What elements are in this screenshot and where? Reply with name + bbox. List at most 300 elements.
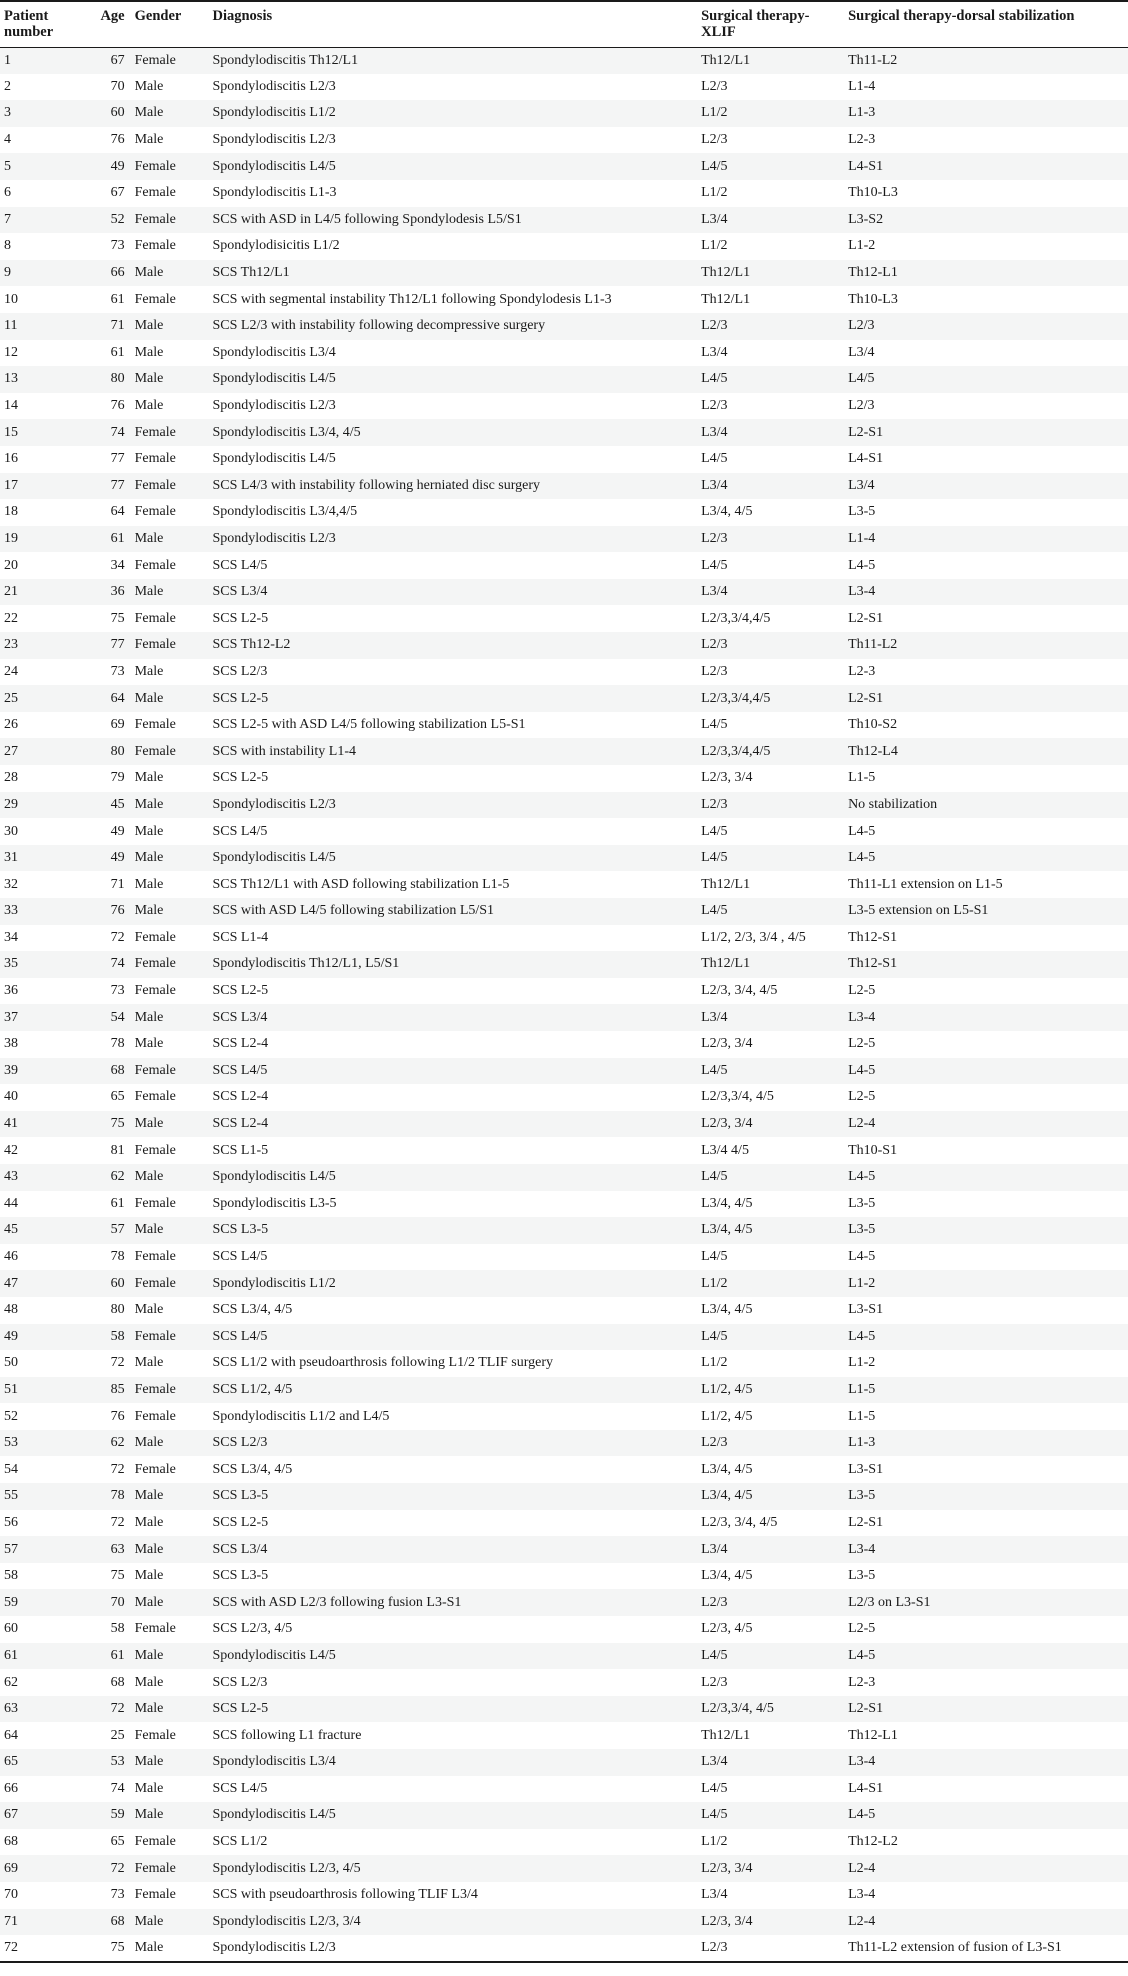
cell-gender: Male — [134, 1435, 164, 1451]
cell-diagnosis: SCS Th12/L1 with ASD following stabilization L1-5 — [212, 876, 510, 892]
cell-xlif: Th12/L1 — [701, 291, 751, 307]
cell-gender: Female — [134, 1275, 176, 1291]
cell-patient-number: 44 — [4, 1195, 18, 1211]
cell-dorsal-stabilization: L2-4 — [848, 1860, 876, 1876]
cell-gender: Male — [134, 1807, 164, 1823]
header-gender: Gender — [134, 8, 182, 24]
cell-dorsal-stabilization: L3/4 — [848, 477, 875, 493]
cell-gender: Male — [134, 1036, 164, 1052]
cell-gender: Male — [134, 78, 164, 94]
cell-diagnosis: Spondylodiscitis L1/2 and L4/5 — [212, 1408, 390, 1424]
table-row — [0, 951, 1128, 978]
cell-patient-number: 18 — [4, 504, 18, 520]
cell-diagnosis: SCS L3/4, 4/5 — [212, 1461, 293, 1477]
cell-dorsal-stabilization: L4-S1 — [848, 158, 884, 174]
table-row — [0, 366, 1128, 393]
cell-diagnosis: SCS L4/5 — [212, 1062, 268, 1078]
cell-xlif: L2/3, 3/4, 4/5 — [701, 1514, 778, 1530]
cell-dorsal-stabilization: L4-5 — [848, 557, 876, 573]
table-row — [0, 685, 1128, 712]
cell-xlif: Th12/L1 — [701, 1727, 751, 1743]
cell-age: 65 — [110, 1089, 125, 1105]
table-row — [0, 1191, 1128, 1218]
cell-age: 61 — [110, 1195, 125, 1211]
cell-xlif: L3/4, 4/5 — [701, 1222, 753, 1238]
table-row — [0, 340, 1128, 367]
cell-dorsal-stabilization: L3-4 — [848, 1009, 876, 1025]
cell-diagnosis: SCS L2-4 — [212, 1116, 269, 1132]
table-row — [0, 1536, 1128, 1563]
cell-xlif: L2/3 — [701, 1939, 728, 1955]
table-row — [0, 1776, 1128, 1803]
cell-age: 45 — [110, 796, 125, 812]
cell-dorsal-stabilization: L1-2 — [848, 1355, 876, 1371]
cell-diagnosis: Spondylodiscitis L2/3 — [212, 78, 336, 94]
cell-gender: Female — [134, 1142, 176, 1158]
table-row — [0, 1483, 1128, 1510]
cell-gender: Female — [134, 610, 176, 626]
cell-age: 67 — [110, 185, 125, 201]
table-row — [0, 526, 1128, 553]
cell-patient-number: 2 — [4, 78, 11, 94]
cell-patient-number: 19 — [4, 530, 18, 546]
cell-xlif: L3/4 — [701, 1887, 728, 1903]
cell-patient-number: 60 — [4, 1621, 18, 1637]
cell-gender: Male — [134, 1488, 164, 1504]
cell-xlif: L2/3 — [701, 663, 728, 679]
cell-patient-number: 61 — [4, 1647, 18, 1663]
cell-diagnosis: Spondylodiscitis Th12/L1, L5/S1 — [212, 956, 400, 972]
cell-gender: Male — [134, 584, 164, 600]
table-row — [0, 1456, 1128, 1483]
table-row — [0, 1802, 1128, 1829]
cell-diagnosis: SCS with pseudoarthrosis following TLIF L3/4 — [212, 1887, 478, 1903]
cell-gender: Female — [134, 1860, 176, 1876]
cell-dorsal-stabilization: L2-4 — [848, 1913, 876, 1929]
cell-diagnosis: SCS Th12-L2 — [212, 637, 291, 653]
cell-patient-number: 35 — [4, 956, 18, 972]
cell-age: 65 — [110, 1834, 125, 1850]
table-row — [0, 1244, 1128, 1271]
cell-patient-number: 72 — [4, 1939, 18, 1955]
cell-dorsal-stabilization: L3-4 — [848, 1887, 876, 1903]
cell-diagnosis: SCS L2-4 — [212, 1089, 269, 1105]
cell-xlif: L2/3, 3/4, 4/5 — [701, 983, 778, 999]
header-dorsal-stabilization: Surgical therapy-dorsal stabilization — [848, 8, 1075, 24]
cell-xlif: L2/3 — [701, 796, 728, 812]
cell-age: 74 — [110, 1780, 125, 1796]
cell-diagnosis: Spondylodiscitis L1-3 — [212, 185, 337, 201]
cell-patient-number: 33 — [4, 903, 18, 919]
cell-age: 77 — [110, 477, 125, 493]
cell-patient-number: 46 — [4, 1249, 18, 1265]
cell-patient-number: 43 — [4, 1169, 18, 1185]
table-row — [0, 207, 1128, 234]
cell-patient-number: 50 — [4, 1355, 18, 1371]
cell-age: 81 — [110, 1142, 125, 1158]
cell-diagnosis: SCS L4/5 — [212, 1249, 268, 1265]
cell-dorsal-stabilization: L2/3 — [848, 398, 875, 414]
cell-diagnosis: SCS L3/4, 4/5 — [212, 1302, 293, 1318]
cell-xlif: L2/3 — [701, 530, 728, 546]
cell-patient-number: 66 — [4, 1780, 18, 1796]
cell-dorsal-stabilization: L1-4 — [848, 530, 876, 546]
cell-diagnosis: SCS L2/3 with instability following decompressive surgery — [212, 318, 546, 334]
cell-gender: Female — [134, 1621, 176, 1637]
cell-age: 80 — [110, 743, 125, 759]
cell-age: 60 — [110, 105, 125, 121]
cell-gender: Female — [134, 238, 176, 254]
cell-patient-number: 71 — [4, 1913, 18, 1929]
cell-diagnosis: SCS L1/2 with pseudoarthrosis following L1/2 TLIF surgery — [212, 1355, 554, 1371]
cell-xlif: L4/5 — [701, 451, 728, 467]
table-row — [0, 1829, 1128, 1856]
cell-patient-number: 62 — [4, 1674, 18, 1690]
cell-age: 73 — [110, 1887, 125, 1903]
cell-patient-number: 30 — [4, 823, 18, 839]
cell-age: 62 — [110, 1169, 125, 1185]
cell-dorsal-stabilization: L2-5 — [848, 1036, 876, 1052]
cell-xlif: L2/3,3/4,4/5 — [701, 610, 771, 626]
header-row — [0, 1, 1128, 47]
table-row — [0, 473, 1128, 500]
cell-patient-number: 47 — [4, 1275, 18, 1291]
cell-xlif: L3/4, 4/5 — [701, 1488, 753, 1504]
cell-dorsal-stabilization: L1-5 — [848, 770, 876, 786]
cell-xlif: L2/3, 3/4 — [701, 1116, 753, 1132]
cell-xlif: L3/4, 4/5 — [701, 1195, 753, 1211]
cell-age: 74 — [110, 956, 125, 972]
cell-patient-number: 58 — [4, 1568, 18, 1584]
cell-dorsal-stabilization: L3-4 — [848, 1754, 876, 1770]
cell-patient-number: 69 — [4, 1860, 18, 1876]
cell-diagnosis: SCS L2-5 — [212, 770, 269, 786]
cell-gender: Male — [134, 398, 164, 414]
cell-dorsal-stabilization: L3-5 — [848, 1488, 876, 1504]
cell-dorsal-stabilization: L2-S1 — [848, 690, 884, 706]
table-row — [0, 765, 1128, 792]
table-row — [0, 579, 1128, 606]
cell-age: 70 — [110, 78, 125, 94]
cell-xlif: L4/5 — [701, 158, 728, 174]
cell-xlif: L4/5 — [701, 1807, 728, 1823]
cell-age: 59 — [110, 1807, 125, 1823]
cell-patient-number: 53 — [4, 1435, 18, 1451]
cell-diagnosis: Spondylodiscitis L1/2 — [212, 1275, 336, 1291]
table-row — [0, 1722, 1128, 1749]
table-row — [0, 313, 1128, 340]
cell-age: 62 — [110, 1435, 125, 1451]
cell-age: 64 — [110, 690, 125, 706]
table-row — [0, 738, 1128, 765]
cell-diagnosis: Spondylodiscitis L4/5 — [212, 451, 336, 467]
table-row — [0, 1270, 1128, 1297]
cell-patient-number: 31 — [4, 850, 18, 866]
cell-xlif: L4/5 — [701, 823, 728, 839]
cell-patient-number: 37 — [4, 1009, 18, 1025]
cell-diagnosis: Spondylodiscitis L4/5 — [212, 371, 336, 387]
cell-patient-number: 64 — [4, 1727, 18, 1743]
cell-gender: Female — [134, 1381, 176, 1397]
cell-age: 75 — [110, 1939, 125, 1955]
cell-dorsal-stabilization: L2/3 on L3-S1 — [848, 1594, 931, 1610]
cell-xlif: L1/2, 4/5 — [701, 1408, 753, 1424]
cell-gender: Female — [134, 717, 176, 733]
cell-gender: Male — [134, 876, 164, 892]
table-row — [0, 1004, 1128, 1031]
cell-age: 76 — [110, 1408, 125, 1424]
cell-patient-number: 13 — [4, 371, 18, 387]
cell-xlif: L3/4 4/5 — [701, 1142, 749, 1158]
cell-dorsal-stabilization: L4-5 — [848, 1062, 876, 1078]
table-row — [0, 1643, 1128, 1670]
cell-diagnosis: SCS L2/3 — [212, 1674, 268, 1690]
cell-xlif: L2/3,3/4,4/5 — [701, 690, 771, 706]
cell-gender: Male — [134, 1913, 164, 1929]
cell-diagnosis: Spondylodiscitis L4/5 — [212, 1169, 336, 1185]
cell-patient-number: 32 — [4, 876, 18, 892]
cell-gender: Male — [134, 823, 164, 839]
cell-dorsal-stabilization: L2-5 — [848, 1089, 876, 1105]
cell-diagnosis: SCS L4/5 — [212, 1780, 268, 1796]
cell-dorsal-stabilization: L2-5 — [848, 983, 876, 999]
table-row — [0, 446, 1128, 473]
cell-xlif: L2/3, 3/4 — [701, 1913, 753, 1929]
cell-patient-number: 59 — [4, 1594, 18, 1610]
cell-xlif: L2/3 — [701, 1674, 728, 1690]
cell-xlif: L2/3 — [701, 318, 728, 334]
table-row — [0, 47, 1128, 74]
header-age: Age — [100, 8, 125, 24]
cell-age: 64 — [110, 504, 125, 520]
cell-gender: Male — [134, 318, 164, 334]
cell-gender: Male — [134, 1514, 164, 1530]
cell-age: 74 — [110, 424, 125, 440]
cell-xlif: L2/3,3/4, 4/5 — [701, 1089, 774, 1105]
cell-gender: Male — [134, 371, 164, 387]
cell-dorsal-stabilization: L1-3 — [848, 105, 876, 121]
cell-gender: Male — [134, 903, 164, 919]
cell-patient-number: 4 — [4, 132, 11, 148]
cell-age: 52 — [110, 211, 125, 227]
cell-gender: Female — [134, 1408, 176, 1424]
cell-age: 53 — [110, 1754, 125, 1770]
table-row — [0, 1855, 1128, 1882]
cell-diagnosis: Spondylodiscitis L1/2 — [212, 105, 336, 121]
cell-xlif: Th12/L1 — [701, 956, 751, 972]
cell-xlif: L2/3,3/4,4/5 — [701, 743, 771, 759]
cell-gender: Male — [134, 1541, 164, 1557]
table-row — [0, 1137, 1128, 1164]
cell-dorsal-stabilization: No stabilization — [848, 796, 938, 812]
cell-patient-number: 12 — [4, 344, 18, 360]
cell-patient-number: 25 — [4, 690, 18, 706]
cell-diagnosis: SCS L3/4 — [212, 584, 268, 600]
cell-age: 80 — [110, 1302, 125, 1318]
cell-diagnosis: SCS L4/5 — [212, 823, 268, 839]
cell-gender: Male — [134, 1780, 164, 1796]
cell-diagnosis: SCS L4/5 — [212, 557, 268, 573]
cell-gender: Male — [134, 1701, 164, 1717]
header-xlif: Surgical therapy-XLIF — [701, 8, 810, 40]
cell-dorsal-stabilization: L1-3 — [848, 1435, 876, 1451]
table-row — [0, 1669, 1128, 1696]
table-row — [0, 1164, 1128, 1191]
cell-xlif: L3/4 — [701, 211, 728, 227]
cell-diagnosis: SCS L2-5 — [212, 690, 269, 706]
cell-diagnosis: SCS L3-5 — [212, 1568, 269, 1584]
cell-gender: Female — [134, 424, 176, 440]
cell-patient-number: 21 — [4, 584, 18, 600]
cell-gender: Female — [134, 929, 176, 945]
table-row — [0, 100, 1128, 127]
table-row — [0, 393, 1128, 420]
cell-xlif: Th12/L1 — [701, 265, 751, 281]
cell-gender: Female — [134, 1461, 176, 1477]
cell-diagnosis: Spondylodiscitis L4/5 — [212, 1807, 336, 1823]
cell-xlif: L2/3 — [701, 398, 728, 414]
cell-age: 36 — [110, 584, 125, 600]
cell-age: 72 — [110, 1860, 125, 1876]
cell-xlif: L3/4 — [701, 344, 728, 360]
table-row — [0, 419, 1128, 446]
cell-age: 61 — [110, 1647, 125, 1663]
cell-patient-number: 11 — [4, 318, 18, 334]
cell-xlif: L1/2 — [701, 185, 728, 201]
cell-diagnosis: SCS with ASD L4/5 following stabilization L5/S1 — [212, 903, 495, 919]
cell-diagnosis: SCS L3/4 — [212, 1541, 268, 1557]
cell-diagnosis: Spondylodiscitis L2/3 — [212, 398, 336, 414]
cell-gender: Male — [134, 770, 164, 786]
cell-gender: Female — [134, 743, 176, 759]
cell-age: 68 — [110, 1913, 125, 1929]
cell-diagnosis: SCS L4/5 — [212, 1328, 268, 1344]
cell-patient-number: 23 — [4, 637, 18, 653]
cell-age: 57 — [110, 1222, 125, 1238]
cell-age: 80 — [110, 371, 125, 387]
cell-patient-number: 16 — [4, 451, 18, 467]
cell-dorsal-stabilization: L4-5 — [848, 1647, 876, 1663]
cell-xlif: L2/3 — [701, 1594, 728, 1610]
cell-xlif: L2/3 — [701, 132, 728, 148]
cell-dorsal-stabilization: Th12-L2 — [848, 1834, 898, 1850]
cell-xlif: L2/3 — [701, 637, 728, 653]
cell-diagnosis: Spondylodiscitis L3/4 — [212, 344, 336, 360]
cell-dorsal-stabilization: L4-5 — [848, 823, 876, 839]
cell-dorsal-stabilization: L3-5 — [848, 1568, 876, 1584]
table-row — [0, 1563, 1128, 1590]
table-row — [0, 1403, 1128, 1430]
cell-age: 76 — [110, 903, 125, 919]
cell-xlif: L4/5 — [701, 1169, 728, 1185]
cell-diagnosis: Spondylodiscitis L3/4,4/5 — [212, 504, 358, 520]
cell-patient-number: 45 — [4, 1222, 18, 1238]
cell-age: 73 — [110, 663, 125, 679]
cell-diagnosis: Spondylodiscitis L3/4, 4/5 — [212, 424, 361, 440]
cell-age: 63 — [110, 1541, 125, 1557]
cell-gender: Male — [134, 1009, 164, 1025]
cell-gender: Female — [134, 1834, 176, 1850]
cell-xlif: L2/3, 3/4 — [701, 770, 753, 786]
cell-diagnosis: SCS L2-5 — [212, 983, 269, 999]
cell-dorsal-stabilization: L3-5 extension on L5-S1 — [848, 903, 989, 919]
table-row — [0, 1430, 1128, 1457]
cell-xlif: L3/4, 4/5 — [701, 504, 753, 520]
cell-diagnosis: Spondylodiscitis L2/3 — [212, 132, 336, 148]
cell-dorsal-stabilization: Th11-L1 extension on L1-5 — [848, 876, 1003, 892]
cell-dorsal-stabilization: L2-4 — [848, 1116, 876, 1132]
cell-gender: Male — [134, 344, 164, 360]
cell-patient-number: 55 — [4, 1488, 18, 1504]
table-row — [0, 1935, 1128, 1962]
cell-xlif: Th12/L1 — [701, 876, 751, 892]
cell-age: 72 — [110, 1701, 125, 1717]
cell-dorsal-stabilization: L4-S1 — [848, 1780, 884, 1796]
table-header — [0, 1, 1128, 47]
cell-xlif: L1/2 — [701, 1275, 728, 1291]
cell-diagnosis: SCS L2-4 — [212, 1036, 269, 1052]
cell-patient-number: 48 — [4, 1302, 18, 1318]
table-row — [0, 1616, 1128, 1643]
cell-xlif: L3/4 — [701, 1541, 728, 1557]
cell-diagnosis: SCS L1-5 — [212, 1142, 269, 1158]
cell-dorsal-stabilization: L1-2 — [848, 1275, 876, 1291]
cell-age: 76 — [110, 398, 125, 414]
table-row — [0, 153, 1128, 180]
table-row — [0, 1031, 1128, 1058]
cell-age: 78 — [110, 1036, 125, 1052]
header-patient-number: Patient number — [4, 8, 54, 40]
cell-xlif: L3/4 — [701, 1754, 728, 1770]
cell-gender: Male — [134, 1594, 164, 1610]
cell-patient-number: 52 — [4, 1408, 18, 1424]
cell-patient-number: 36 — [4, 983, 18, 999]
cell-gender: Female — [134, 557, 176, 573]
cell-gender: Female — [134, 211, 176, 227]
cell-xlif: L1/2 — [701, 238, 728, 254]
cell-diagnosis: Spondylodiscitis L4/5 — [212, 850, 336, 866]
cell-patient-number: 28 — [4, 770, 18, 786]
cell-age: 75 — [110, 1116, 125, 1132]
cell-dorsal-stabilization: L2-5 — [848, 1621, 876, 1637]
cell-gender: Male — [134, 1116, 164, 1132]
cell-diagnosis: Spondylodiscitis L3-5 — [212, 1195, 337, 1211]
cell-gender: Male — [134, 1939, 164, 1955]
cell-age: 77 — [110, 637, 125, 653]
cell-gender: Female — [134, 451, 176, 467]
cell-dorsal-stabilization: L4/5 — [848, 371, 875, 387]
cell-age: 60 — [110, 1275, 125, 1291]
cell-patient-number: 5 — [4, 158, 11, 174]
cell-diagnosis: SCS L2-5 — [212, 1701, 269, 1717]
cell-age: 61 — [110, 291, 125, 307]
cell-xlif: L3/4 — [701, 1009, 728, 1025]
cell-diagnosis: SCS L2-5 — [212, 1514, 269, 1530]
cell-dorsal-stabilization: Th11-L2 — [848, 52, 898, 68]
cell-gender: Female — [134, 1089, 176, 1105]
cell-age: 70 — [110, 1594, 125, 1610]
cell-dorsal-stabilization: L3-4 — [848, 584, 876, 600]
cell-patient-number: 70 — [4, 1887, 18, 1903]
cell-diagnosis: Spondylodiscitis Th12/L1 — [212, 52, 359, 68]
cell-xlif: Th12/L1 — [701, 52, 751, 68]
cell-gender: Female — [134, 52, 176, 68]
cell-gender: Female — [134, 1249, 176, 1265]
cell-gender: Male — [134, 132, 164, 148]
cell-patient-number: 57 — [4, 1541, 18, 1557]
cell-patient-number: 10 — [4, 291, 18, 307]
table-row — [0, 260, 1128, 287]
